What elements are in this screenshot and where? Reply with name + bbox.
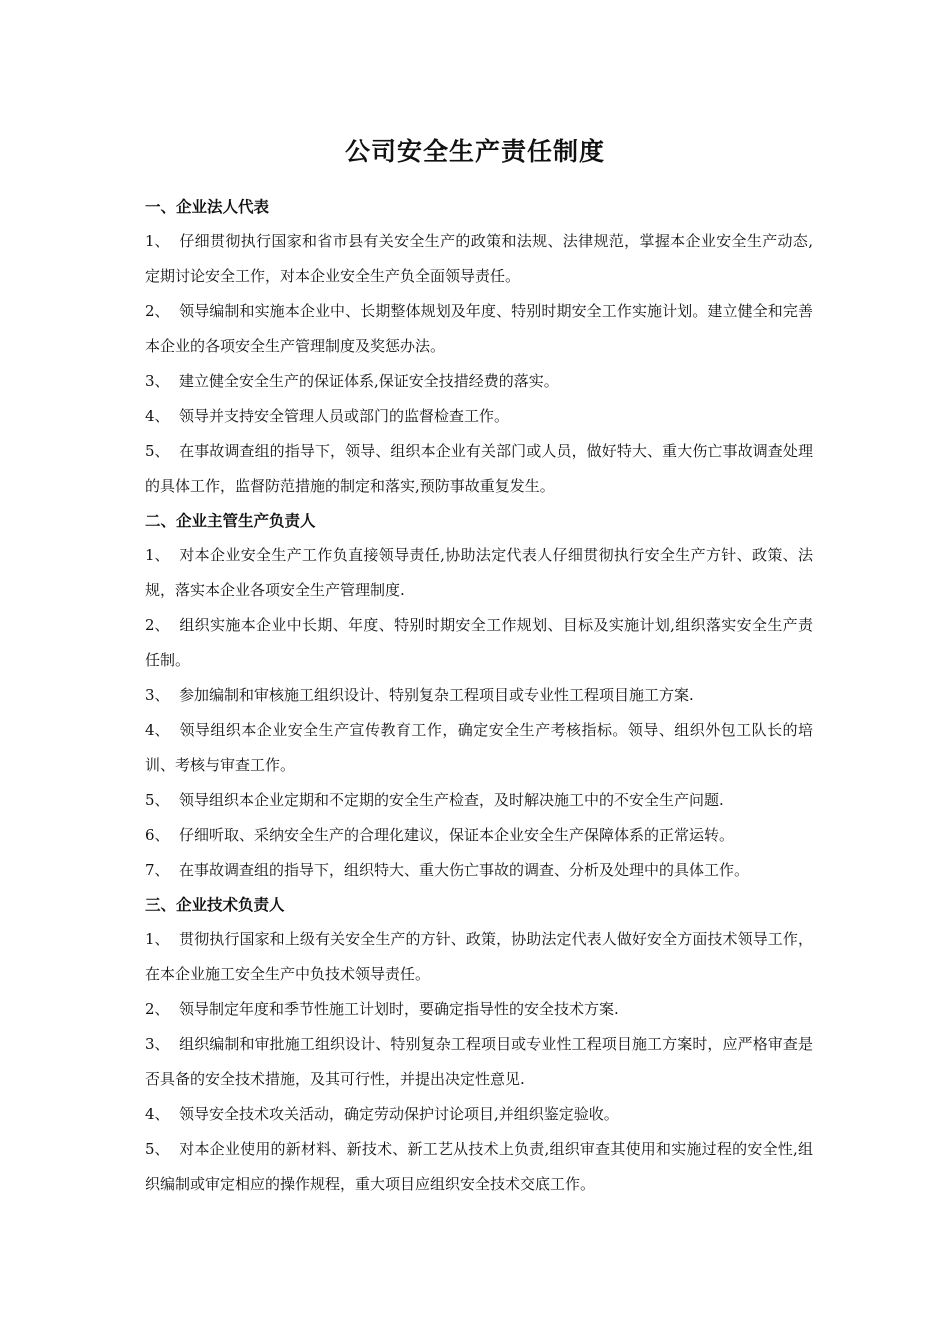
section-production-manager xyxy=(145,504,813,888)
item-text: 领导编制和实施本企业中、长期整体规划及年度、特别时期安全工作实施计划。建立健全和完善本企业的各项安全生产管理制度及奖惩办法。 xyxy=(145,302,813,355)
section-heading: 二、企业主管生产负责人 xyxy=(145,512,316,530)
list-item xyxy=(145,1132,813,1202)
item-number: 4、 xyxy=(145,1105,170,1123)
item-number: 7、 xyxy=(145,861,170,879)
section-heading: 三、企业技术负责人 xyxy=(145,896,285,914)
item-text: 仔细听取、采纳安全生产的合理化建议，保证本企业安全生产保障体系的正常运转。 xyxy=(179,826,735,844)
item-number: 1、 xyxy=(145,232,170,250)
item-text: 建立健全安全生产的保证体系,保证安全技措经费的落实。 xyxy=(179,372,559,390)
list-item xyxy=(145,818,813,853)
item-text: 对本企业使用的新材料、新技术、新工艺从技术上负责,组织审查其使用和实施过程的安全性,组织编制或审定相应的操作规程，重大项目应组织安全技术交底工作。 xyxy=(145,1140,813,1193)
list-item xyxy=(145,1027,813,1097)
item-number: 5、 xyxy=(145,791,170,809)
item-text: 对本企业安全生产工作负直接领导责任,协助法定代表人仔细贯彻执行安全生产方针、政策、法规，落实本企业各项安全生产管理制度. xyxy=(145,546,813,599)
list-item xyxy=(145,608,813,678)
item-number: 2、 xyxy=(145,302,170,320)
list-item xyxy=(145,399,813,434)
item-text: 组织编制和审批施工组织设计、特别复杂工程项目或专业性工程项目施工方案时，应严格审查是否具备的安全技术措施，及其可行性，并提出决定性意见. xyxy=(145,1035,813,1088)
item-text: 领导组织本企业定期和不定期的安全生产检查，及时解决施工中的不安全生产问题. xyxy=(179,791,724,809)
item-text: 领导并支持安全管理人员或部门的监督检查工作。 xyxy=(179,407,510,425)
list-item xyxy=(145,1097,813,1132)
item-text: 仔细贯彻执行国家和省市县有关安全生产的政策和法规、法律规范，掌握本企业安全生产动态,定期讨论安全工作，对本企业安全生产负全面领导责任。 xyxy=(145,232,813,285)
item-number: 5、 xyxy=(145,442,170,460)
item-text: 在事故调查组的指导下，领导、组织本企业有关部门或人员，做好特大、重大伤亡事故调查处理的具体工作，监督防范措施的制定和落实,预防事故重复发生。 xyxy=(145,442,813,495)
item-number: 6、 xyxy=(145,826,170,844)
list-item xyxy=(145,783,813,818)
item-number: 3、 xyxy=(145,1035,170,1053)
item-text: 领导组织本企业安全生产宣传教育工作，确定安全生产考核指标。领导、组织外包工队长的培训、考核与审查工作。 xyxy=(145,721,813,774)
list-item xyxy=(145,853,813,888)
item-number: 3、 xyxy=(145,372,170,390)
item-number: 4、 xyxy=(145,721,170,739)
item-number: 1、 xyxy=(145,546,170,564)
section-technical-director xyxy=(145,888,813,1202)
item-text: 领导安全技术攻关活动，确定劳动保护讨论项目,并组织鉴定验收。 xyxy=(179,1105,619,1123)
document-title: 公司安全生产责任制度 xyxy=(344,137,605,166)
item-number: 1、 xyxy=(145,930,170,948)
item-number: 4、 xyxy=(145,407,170,425)
section-legal-representative xyxy=(145,190,813,504)
list-item xyxy=(145,364,813,399)
list-item xyxy=(145,922,813,992)
document-body xyxy=(145,190,813,1202)
list-item xyxy=(145,224,813,294)
list-item xyxy=(145,434,813,504)
item-number: 3、 xyxy=(145,686,170,704)
item-text: 贯彻执行国家和上级有关安全生产的方针、政策，协助法定代表人做好安全方面技术领导工作，在本企业施工安全生产中负技术领导责任。 xyxy=(145,930,813,983)
list-item xyxy=(145,713,813,783)
list-item xyxy=(145,678,813,713)
item-number: 5、 xyxy=(145,1140,170,1158)
item-text: 参加编制和审核施工组织设计、特别复杂工程项目或专业性工程项目施工方案. xyxy=(179,686,694,704)
section-heading: 一、企业法人代表 xyxy=(145,198,270,216)
item-number: 2、 xyxy=(145,616,170,634)
list-item xyxy=(145,992,813,1027)
item-text: 在事故调查组的指导下，组织特大、重大伤亡事故的调查、分析及处理中的具体工作。 xyxy=(179,861,750,879)
item-text: 领导制定年度和季节性施工计划时，要确定指导性的安全技术方案. xyxy=(179,1000,619,1018)
item-text: 组织实施本企业中长期、年度、特别时期安全工作规划、目标及实施计划,组织落实安全生产责任制。 xyxy=(145,616,813,669)
list-item xyxy=(145,294,813,364)
item-number: 2、 xyxy=(145,1000,170,1018)
list-item xyxy=(145,538,813,608)
